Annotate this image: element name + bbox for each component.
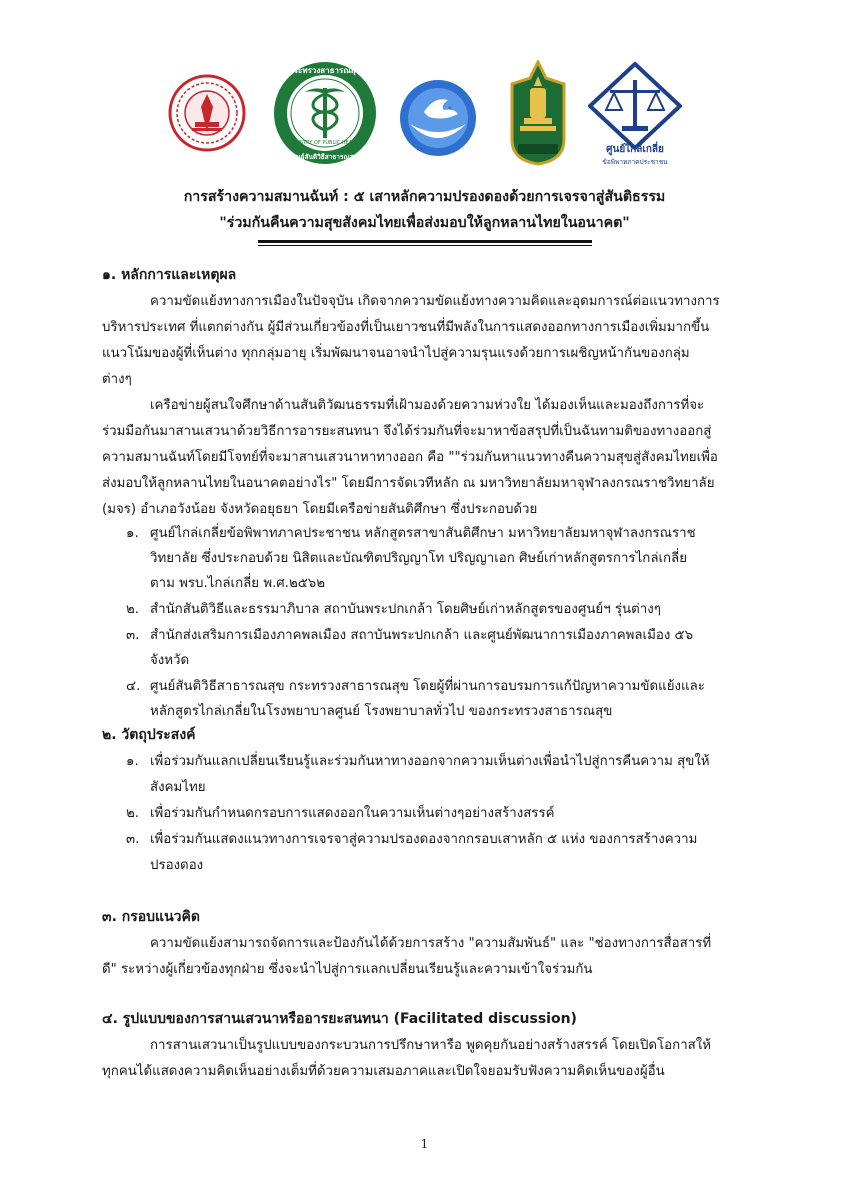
s1-item-line: ตาม พรบ.ไกล่เกลี่ย พ.ศ.๒๕๖๒ (150, 576, 326, 591)
s1-p1-line: ความขัดแย้งทางการเมืองในปัจจุบัน เกิดจากความขัดแย้งทางความคิดและอุดมการณ์ต่อแนวทางการ (150, 294, 720, 309)
s1-item-line: สำนักส่งเสริมการเมืองภาคพลเมือง สถาบันพระปกเกล้า และศูนย์พัฒนาการเมืองภาคพลเมือง ๕๖ (150, 628, 694, 643)
logo5-sub: ข้อพิพาทภาคประชาชน (602, 158, 668, 166)
s1-item-line: วิทยาลัย ซึ่งประกอบด้วย นิสิตและบัณฑิตปริญญาโท ปริญญาเอก ศิษย์เก่าหลักสูตรการไกล่เกลี่ย (150, 551, 687, 566)
s2-item-line: เพื่อร่วมกันกำหนดกรอบการแสดงออกในความเห็นต่างๆอย่างสร้างสรรค์ (150, 806, 555, 821)
document-title-line1: การสร้างความสมานฉันท์ : ๕ เสาหลักความปรองดองด้วยการเจรจาสู่สันติธรรม (183, 189, 666, 205)
s1-item-line: ศูนย์ไกล่เกลี่ยข้อพิพาทภาคประชาชน หลักสูตรสาขาสันติศึกษา มหาวิทยาลัยมหาจุฬาลงกรณราช (150, 526, 696, 541)
dove-peace-logo (398, 78, 478, 158)
s1-p2-line: ร่วมมือกันมาสานเสวนาด้วยวิธีการอารยะสนทนา จึงได้ร่วมกันที่จะมาหาข้อสรุปที่เป็นฉันทามติของทางออกสู่ (102, 424, 712, 439)
s1-p1-line: ต่างๆ (102, 372, 132, 387)
document-title-line2: "ร่วมกันคืนความสุขสังคมไทยเพื่อส่งมอบให้ลูกหลานไทยในอนาคต" (219, 215, 630, 231)
ministry-public-health-logo (270, 60, 380, 166)
s2-item-line: สังคมไทย (150, 780, 206, 795)
s1-item-line: จังหวัด (150, 653, 190, 668)
s1-p1-line: บริหารประเทศ ที่แตกต่างกัน ผู้มีส่วนเกี่ยวข้องที่เป็นเยาวชนที่มีพลังในการแสดงออกทางการเมืองเพิ่มมากขึ้น (102, 320, 710, 335)
king-prajadhipok-institute-logo (506, 60, 570, 166)
logo5-name: ศูนย์ไกล่เกลี่ย (606, 144, 664, 155)
s3-line: ความขัดแย้งสามารถจัดการและป้องกันได้ด้วยการสร้าง "ความสัมพันธ์" และ "ช่องทางการสื่อสารที่ (150, 936, 712, 951)
s2-item-line: ปรองดอง (150, 858, 204, 873)
s4-line: ทุกคนได้แสดงความคิดเห็นอย่างเต็มที่ด้วยความเสมอภาคและเปิดใจยอมรับฟังความคิดเห็นของผู้อื่น (102, 1064, 665, 1079)
s2-item-line: เพื่อร่วมกันแลกเปลี่ยนเรียนรู้และร่วมกันหาทางออกจากความเห็นต่างเพื่อนำไปสู่การคืนความ สุขให้ (150, 754, 710, 769)
s4-line: การสานเสวนาเป็นรูปแบบของกระบวนการปรึกษาหารือ พูดคุยกันอย่างสร้างสรรค์ โดยเปิดโอกาสให้ (150, 1038, 712, 1053)
section2-heading: ๒. วัตถุประสงค์ (102, 727, 196, 743)
mediation-center-logo (588, 62, 682, 170)
section4-heading: ๔. รูปแบบของการสานเสวนาหรืออารยะสนทนา (Facilitated discussion) (102, 1011, 577, 1027)
s3-line: ดี" ระหว่างผู้เกี่ยวข้องทุกฝ่าย ซึ่งจะนำไปสู่การแลกเปลี่ยนเรียนรู้และความเข้าใจร่วมกัน (102, 962, 593, 977)
s1-item-number: ๓. (126, 628, 140, 643)
s2-item-number: ๑. (126, 754, 139, 769)
university-seal-logo (168, 74, 246, 152)
s1-p2-line: ส่งมอบให้ลูกหลานไทยในอนาคตอย่างไร" โดยมีการจัดเวทีหลัก ณ มหาวิทยาลัยมหาจุฬาลงกรณราชวิทยาลัย (102, 476, 715, 491)
s1-item-number: ๔. (126, 679, 141, 694)
s2-item-number: ๓. (126, 832, 140, 847)
s1-item-line: สำนักสันติวิธีและธรรมาภิบาล สถาบันพระปกเกล้า โดยศิษย์เก่าหลักสูตรของศูนย์ฯ รุ่นต่างๆ (150, 602, 661, 617)
logo-row (0, 58, 849, 170)
s2-item-number: ๒. (126, 806, 139, 821)
s1-p1-line: แนวโน้มของผู้ที่เห็นต่าง ทุกกลุ่มอายุ เริ่มพัฒนาจนอาจนำไปสู่ความรุนแรงด้วยการเผชิญหน้ากันของกลุ่ม (102, 346, 690, 361)
section3-heading: ๓. กรอบแนวคิด (102, 909, 200, 925)
logo2-bottom-text: ศูนย์สันติวิธีสาธารณสุข (292, 153, 358, 161)
s1-p2-line: ความสมานฉันท์โดยมีโจทย์ที่จะมาสานเสวนาหาทางออก คือ ""ร่วมกันหาแนวทางคืนความสุขสู่สังคมไทยเพื่อ (102, 450, 718, 465)
logo2-mid-text: MINISTRY OF PUBLIC HEALTH (288, 140, 362, 146)
s2-item-line: เพื่อร่วมกันแสดงแนวทางการเจรจาสู่ความปรองดองจากกรอบเสาหลัก ๕ แห่ง ของการสร้างความ (150, 832, 698, 847)
page-number: 1 (420, 1137, 429, 1151)
s1-item-number: ๑. (126, 526, 139, 541)
logo2-top-text: กระทรวงสาธารณสุข (288, 66, 362, 75)
section1-heading: ๑. หลักการและเหตุผล (102, 267, 237, 283)
s1-item-line: ศูนย์สันติวิธีสาธารณสุข กระทรวงสาธารณสุข โดยผู้ที่ผ่านการอบรมการแก้ปัญหาความขัดแย้งและ (150, 679, 705, 694)
s1-p2-line: (มจร) อำเภอวังน้อย จังหวัดอยุธยา โดยมีเครือข่ายสันติศึกษา ซึ่งประกอบด้วย (102, 502, 538, 517)
s1-p2-line: เครือข่ายผู้สนใจศึกษาด้านสันติวัฒนธรรมที่เฝ้ามองด้วยความห่วงใย ได้มองเห็นและมองถึงการที่จะ (150, 398, 705, 413)
s1-item-line: หลักสูตรไกล่เกลี่ยในโรงพยาบาลศูนย์ โรงพยาบาลทั่วไป ของกระทรวงสาธารณสุข (150, 704, 613, 719)
s1-item-number: ๒. (126, 602, 139, 617)
title-divider (258, 240, 592, 243)
title-divider-thin (258, 245, 592, 246)
